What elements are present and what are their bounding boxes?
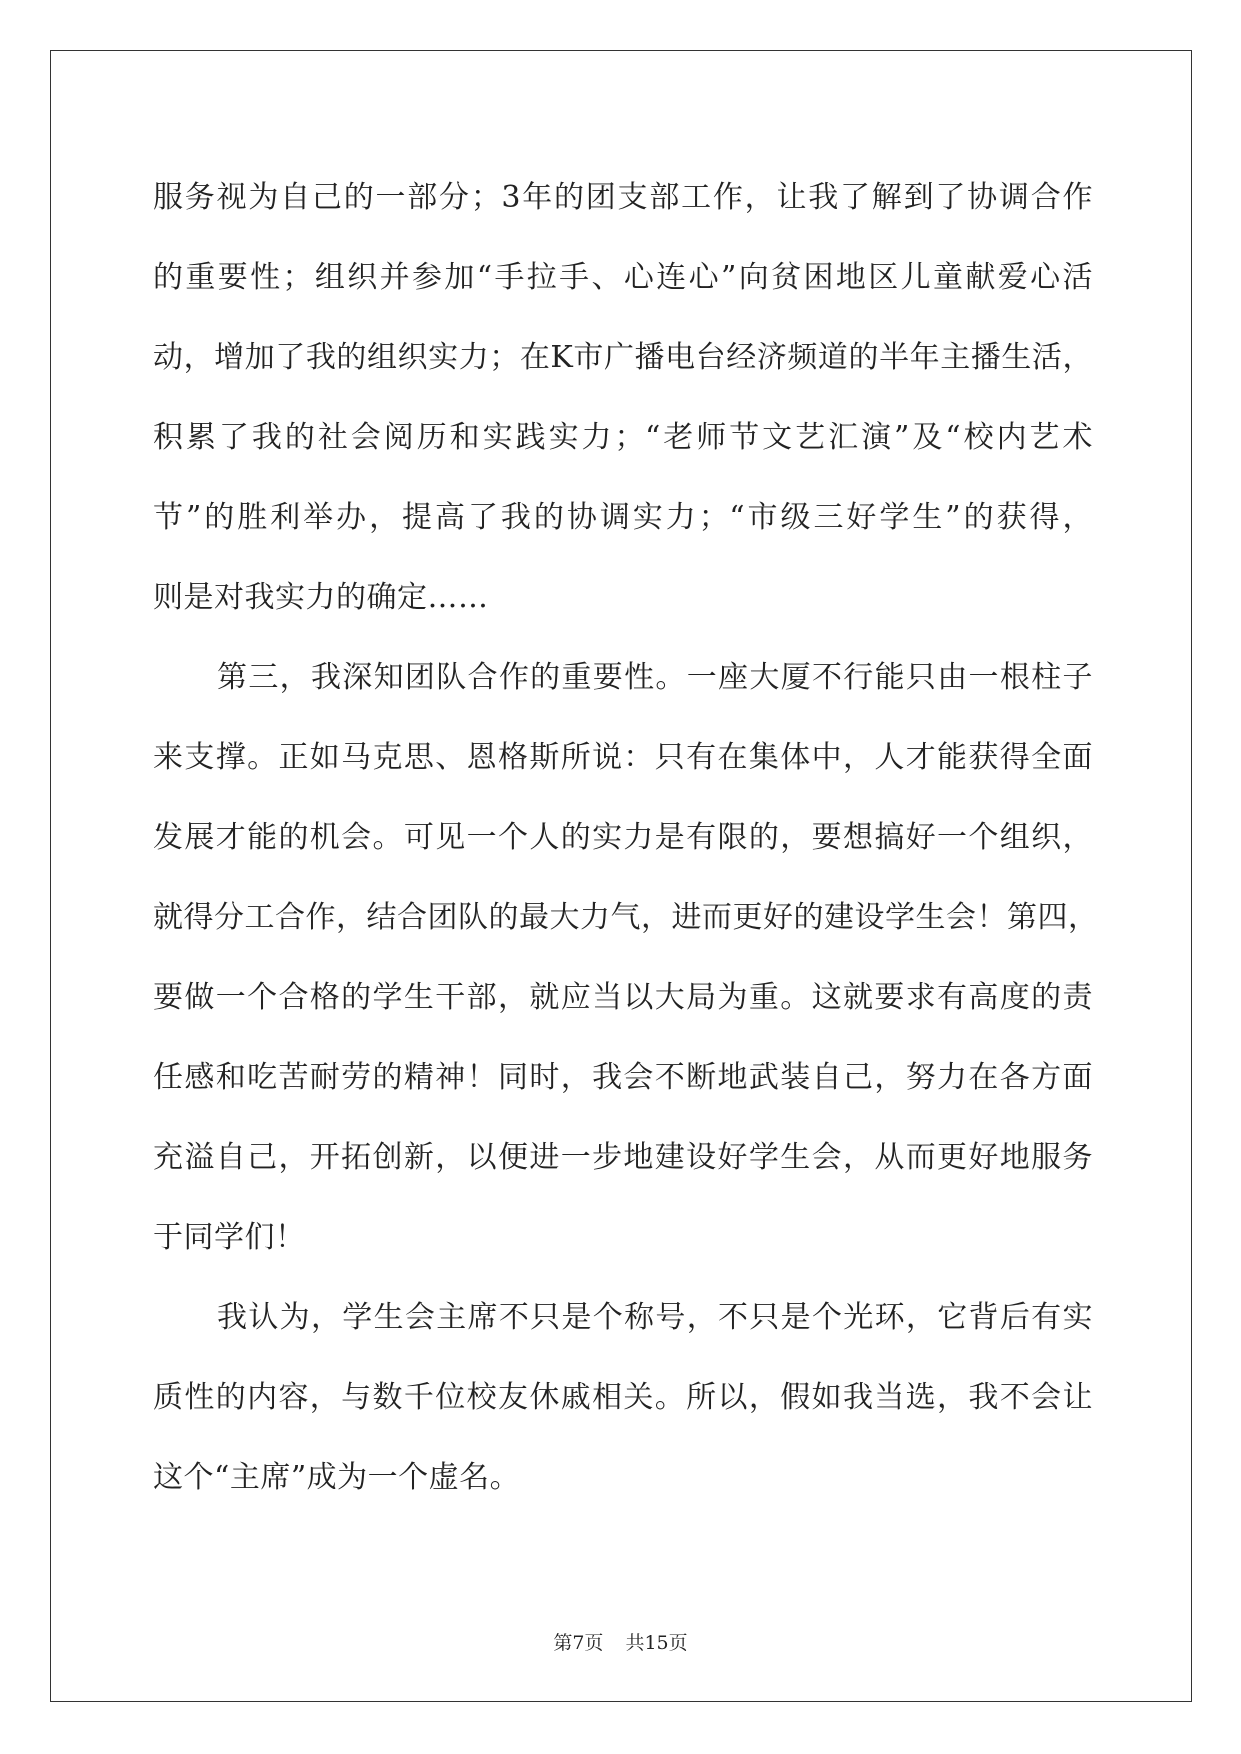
paragraph-2-line-1: 第三，我深知团队合作的重要性。一座大厦不行能只由一根柱子 xyxy=(217,660,1093,695)
paragraph-2-line-3: 发展才能的机会。可见一个人的实力是有限的，要想搞好一个组织， xyxy=(153,820,1093,855)
paragraph-2-line-6: 任感和吃苦耐劳的精神！同时，我会不断地武装自己，努力在各方面 xyxy=(153,1060,1093,1095)
paragraph-2-line-4: 就得分工合作，结合团队的最大力气，进而更好的建设学生会！第四， xyxy=(153,900,1099,935)
page-total: 共15页 xyxy=(625,1632,688,1654)
paragraph-3-line-2: 质性的内容，与数千位校友休戚相关。所以，假如我当选，我不会让 xyxy=(153,1380,1093,1415)
paragraph-1-line-6: 则是对我实力的确定…… xyxy=(153,580,489,615)
paragraph-1-line-4: 积累了我的社会阅历和实践实力；“老师节文艺汇演”及“校内艺术 xyxy=(153,420,1093,455)
paragraph-2-line-7: 充溢自己，开拓创新，以便进一步地建设好学生会，从而更好地服务 xyxy=(153,1140,1093,1175)
page-footer xyxy=(0,1628,1241,1655)
paragraph-2-line-5: 要做一个合格的学生干部，就应当以大局为重。这就要求有高度的责 xyxy=(153,980,1093,1015)
paragraph-1-line-2: 的重要性；组织并参加“手拉手、心连心”向贫困地区儿童献爱心活 xyxy=(153,260,1093,295)
paragraph-3-line-1: 我认为，学生会主席不只是个称号，不只是个光环，它背后有实 xyxy=(217,1300,1093,1335)
paragraph-3-line-3: 这个“主席”成为一个虚名。 xyxy=(153,1460,521,1495)
paragraph-1-line-3: 动，增加了我的组织实力；在K市广播电台经济频道的半年主播生活， xyxy=(153,340,1093,375)
paragraph-1-line-1: 服务视为自己的一部分；3年的团支部工作，让我了解到了协调合作 xyxy=(153,180,1093,215)
page-number: 第7页 xyxy=(553,1632,604,1654)
paragraph-2-line-2: 来支撑。正如马克思、恩格斯所说：只有在集体中，人才能获得全面 xyxy=(153,740,1093,775)
paragraph-2-line-8: 于同学们！ xyxy=(153,1220,306,1255)
paragraph-1-line-5: 节”的胜利举办，提高了我的协调实力；“市级三好学生”的获得， xyxy=(153,500,1093,535)
document-body xyxy=(153,158,1099,1518)
